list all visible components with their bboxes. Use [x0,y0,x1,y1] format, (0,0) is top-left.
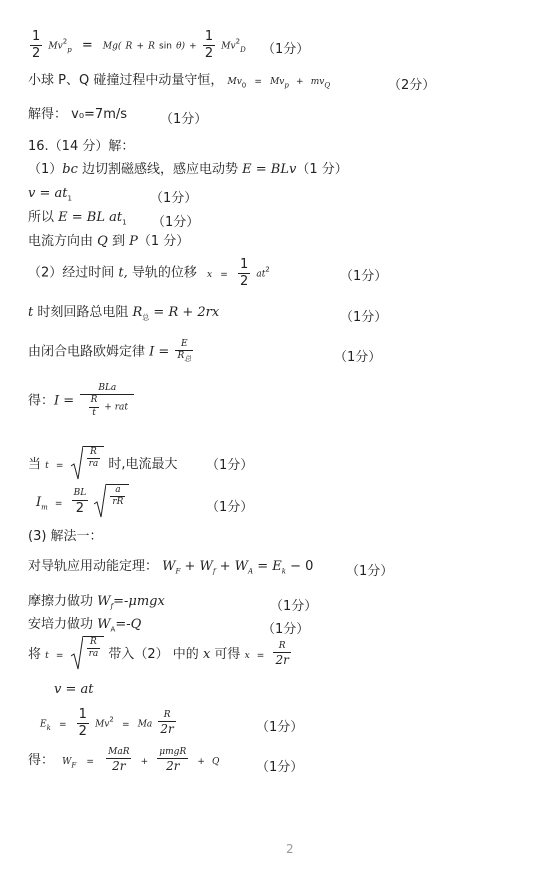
velocity-equation: $v = at_1$ [28,186,72,203]
part-1-emf: （1）bc 边切割磁感线，感应电动势 E = BLv（1 分） [28,162,348,177]
points-label: （1分） [262,622,310,637]
friction-work: 摩擦力做功 $W_f=$-μmgx [28,594,165,611]
sqrt-icon [94,484,106,521]
points-label: （1分） [334,350,382,365]
points-label: （1分） [340,310,388,325]
final-work-expression: 得： $W_F$ = $\frac{\text{MaR}}{2r}$ + $\frac{\text{μmgR}}{2r}$ + Q [28,747,220,774]
points-label: （1分） [206,458,254,473]
points-label: （1分） [150,191,198,206]
points-label: （1分） [160,112,208,127]
result-v0: 解得： v₀=7m/s [28,107,128,122]
points-label: （1分） [206,500,254,515]
points-label: （1分） [152,215,200,230]
points-label: （1分） [270,599,318,614]
part-2-displacement: （2）经过时间 t, 导轨的位移 x = $\frac{1}{2}$ $at^2$ [28,257,270,289]
emf-expression: 所以 E = BL $at_1$ [28,210,127,227]
question-16-heading: 16.（14 分）解： [28,139,135,154]
max-current-expression: $I_m$ = $\frac{BL}{2}$ $\frac{a}{rR}$ [36,484,129,521]
momentum-conservation-line: 小球 P、Q 碰撞过程中动量守恒， $Mv_0 = Mv_p + mv_Q$ [28,73,331,90]
points-label: （1分） [256,760,304,775]
current-expression: 得：I = BLa $\frac{R}{t}$ + rat [28,384,136,418]
ampere-force-work: 安培力做功 $W_A=-Q$ [28,617,142,634]
page-number: 2 [286,842,294,856]
kinetic-energy-expression: $E_k$ = $\frac{1}{2}$ $Mv^2 = Ma$ $\frac{R}{2r}$ [40,707,174,739]
points-label: （1分） [256,720,304,735]
sqrt-icon [71,446,83,483]
sqrt-icon [71,636,83,673]
substitution-line: 将 t = $\frac{R}{ra}$ 带入（2） 中的 x 可得 x = $\frac{R}{2r}$ [28,636,293,673]
points-label: （2分） [388,78,436,93]
ohms-law-line: 由闭合电路欧姆定律 I = $\frac{E}{R_总}$ [28,339,192,364]
total-resistance: t 时刻回路总电阻 $R_总 = R + 2rx$ [28,305,220,322]
points-label: （1分） [340,269,388,284]
work-energy-theorem: 对导轨应用动能定理： $W_F + W_f + W_A = E_k - 0$ [28,559,314,576]
velocity-equation-2: v = at [54,682,94,697]
current-direction: 电流方向由 Q 到 P（1 分） [28,234,190,249]
points-label: （1分） [346,564,394,579]
method-one-heading: (3) 解法一： [28,529,103,544]
points-label: （1分） [262,42,310,57]
equation-energy: $\frac{1}{2}$ $Mv^2_p = Mg$( R + R sin θ) + $\frac{1}{2}$ $Mv^2_D$ [32,29,246,61]
max-current-condition: 当 t = $\frac{R}{ra}$ 时,电流最大 [28,446,178,483]
